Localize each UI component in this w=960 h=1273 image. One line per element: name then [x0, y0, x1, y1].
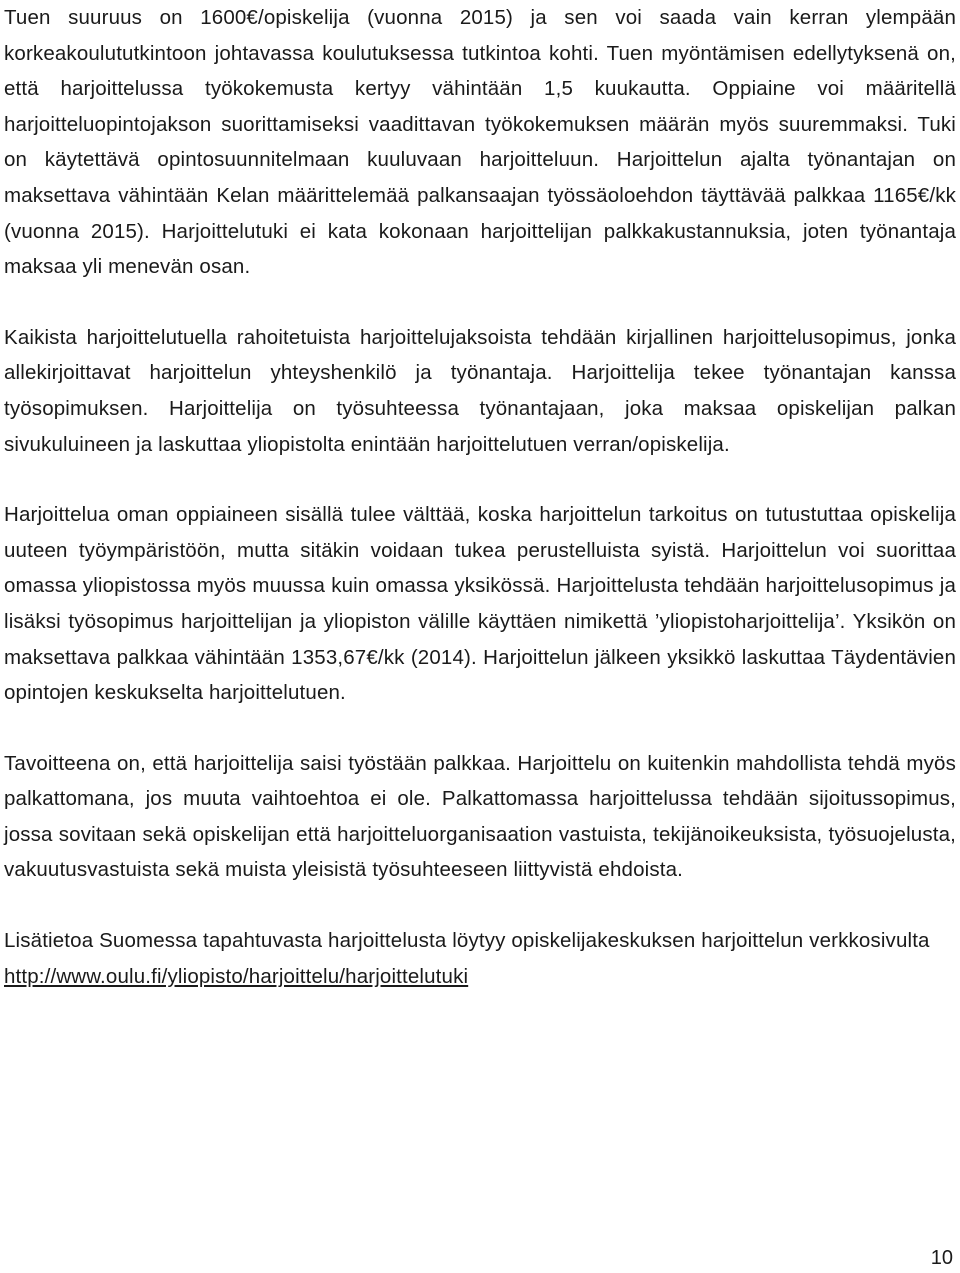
document-page [4, 0, 956, 994]
harjoittelu-web-link[interactable]: http://www.oulu.fi/yliopisto/harjoittelu/harjoittelutuki [4, 964, 469, 988]
paragraph-oma-oppiaine: Harjoittelua oman oppiaineen sisällä tulee välttää, koska harjoittelun tarkoitus on tutustuttaa opiskelija uuteen työympäristöön, mutta sitäkin voidaan tukea perustelluista syistä. Harjoittelun voi suorittaa omassa yliopistossa myös muussa kuin omassa yksikössä. Harjoittelusta tehdään harjoittelusopimus ja lisäksi työsopimus harjoittelijan ja yliopiston välille käyttäen nimikettä ’yliopistoharjoittelija’. Yksikön on maksettava palkkaa vähintään 1353,67€/kk (2014). Harjoittelun jälkeen yksikkö laskuttaa Täydentävien opintojen keskukselta harjoittelutuen. [4, 503, 956, 705]
paragraph-harjoittelusopimus: Kaikista harjoittelutuella rahoitetuista harjoittelujaksoista tehdään kirjallinen harjoittelusopimus, jonka allekirjoittavat harjoittelun yhteyshenkilö ja työnantaja. Harjoittelija tekee työnantajan kanssa työsopimuksen. Harjoittelija on työsuhteessa työnantajaan, joka maksaa opiskelijan palkan sivukuluineen ja laskuttaa yliopistolta enintään harjoittelutuen verran/opiskelija. [4, 325, 956, 456]
lisatietoa-text: Lisätietoa Suomessa tapahtuvasta harjoittelusta löytyy opiskelijakeskuksen harjoittelun verkkosivulta [4, 929, 930, 953]
page-number: 10 [930, 1247, 953, 1269]
paragraph-palkaton-harjoittelu: Tavoitteena on, että harjoittelija saisi työstään palkkaa. Harjoittelu on kuitenkin mahdollista tehdä myös palkattomana, jos muuta vaihtoehtoa ei ole. Palkattomassa harjoittelussa tehdään sijoitussopimus, jossa sovitaan sekä opiskelijan että harjoitteluorganisaation vastuista, tekijänoikeuksista, työsuojelusta, vakuutusvastuista sekä muista yleisistä työsuhteeseen liittyvistä ehdoista. [4, 751, 956, 882]
paragraph-lisatietoa [4, 923, 956, 994]
paragraph-harjoittelutuki-amount: Tuen suuruus on 1600€/opiskelija (vuonna 2015) ja sen voi saada vain kerran ylempään korkeakoulututkintoon johtavassa koulutuksessa tutkintoa kohti. Tuen myöntämisen edellytyksenä on, että harjoittelussa työkokemusta kertyy vähintään 1,5 kuukautta. Oppiaine voi määritellä harjoitteluopintojakson suorittamiseksi vaadittavan työkokemuksen määrän myös suuremmaksi. Tuki on käytettävä opintosuunnitelmaan kuuluvaan harjoitteluun. Harjoittelun ajalta työnantajan on maksettava vähintään Kelan määrittelemää palkansaajan työssäoloehdon täyttävää palkkaa 1165€/kk (vuonna 2015). Harjoittelutuki ei kata kokonaan harjoittelijan palkkakustannuksia, joten työnantaja maksaa yli menevän osan. [4, 6, 956, 279]
